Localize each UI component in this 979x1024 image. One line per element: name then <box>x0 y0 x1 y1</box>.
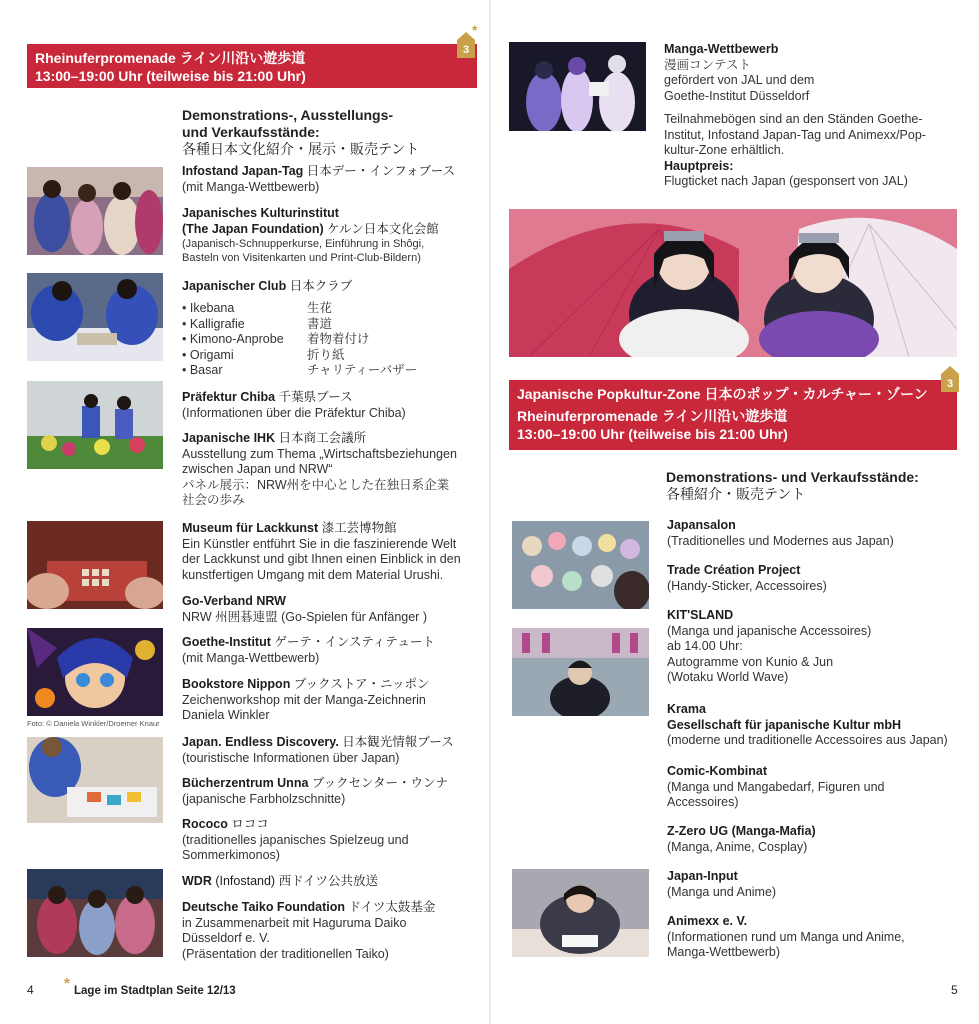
photo-japansalon <box>512 521 649 609</box>
photo-japanischer-club <box>27 273 163 361</box>
entry-trade-creation <box>667 563 967 594</box>
section-heading <box>182 107 482 158</box>
list-item <box>182 348 482 364</box>
asterisk-icon: * <box>472 22 478 38</box>
entry-desc-2: Accessoires) <box>667 795 739 809</box>
section-line-1: Demonstrations- und Verkaufsstände: <box>666 469 919 485</box>
entry-desc: Ein Künstler entführt Sie in die faszinierende Welt <box>182 536 457 551</box>
entry-title-de: Japan. Endless Discovery. <box>182 735 339 749</box>
manga-line-2: gefördert von JAL und dem <box>664 73 815 87</box>
entry-desc: (Manga und japanische Accessoires) <box>667 623 872 638</box>
entry-title <box>182 776 448 790</box>
entry-title-de: Japanische IHK <box>182 431 276 445</box>
photo-praefektur-chiba <box>27 381 163 469</box>
entry-desc: (Manga, Anime, Cosplay) <box>667 839 808 854</box>
photo-kitsland <box>512 628 649 716</box>
entry-title-jp: ケルン日本文化会館 <box>327 221 439 236</box>
photo-lackkunst <box>27 521 163 609</box>
entry-title-de: Goethe-Institut <box>182 635 271 649</box>
entry-title <box>182 874 378 888</box>
entry-desc: (mit Manga-Wettbewerb) <box>182 179 320 194</box>
right-page <box>490 0 979 1024</box>
list-item <box>182 363 482 379</box>
list-item-de: • Origami <box>182 347 234 362</box>
section-line-1: Demonstrations-, Ausstellungs- <box>182 107 394 123</box>
manga-paragraph-1: Teilnahmebögen sind an den Ständen Goethe- <box>664 112 923 126</box>
photo-japan-input <box>512 869 649 957</box>
entry-desc-2: zwischen Japan und NRW“ <box>182 462 333 476</box>
entry-title-jp: ドイツ太鼓基金 <box>348 900 436 914</box>
entry-comic-kombinat <box>667 764 967 811</box>
entry-desc: (Manga und Anime) <box>667 884 777 899</box>
location-banner-right <box>509 380 957 450</box>
entry-title-de: Japan-Input <box>667 869 738 883</box>
banner-zone: Japanische Popkultur-Zone 日本のポップ・カルチャー・ゾーン <box>517 386 928 402</box>
photo-endless-discovery <box>27 737 163 823</box>
entry-title-de: Rococo <box>182 817 228 831</box>
entry-title-de: Trade Création Project <box>667 563 801 577</box>
manga-title: Manga-Wettbewerb <box>664 42 779 56</box>
entry-desc-2: der Lackkunst und gibt Ihnen einen Einblick in den <box>182 552 461 566</box>
entry-title-de: Krama <box>667 702 706 716</box>
entry-title <box>182 279 352 293</box>
entry-japan-input <box>667 869 967 900</box>
page-number-left: 4 <box>27 983 34 997</box>
entry-desc-4: 社会の歩み <box>182 493 245 507</box>
entry-title-de: KIT'SLAND <box>667 608 734 622</box>
list-item-de: • Kalligrafie <box>182 316 245 331</box>
entry-praefektur-chiba <box>182 390 482 421</box>
list-item <box>182 301 482 317</box>
entry-desc: Ausstellung zum Thema „Wirtschaftsbeziehungen <box>182 446 457 461</box>
entry-go-verband <box>182 594 482 625</box>
entry-desc: NRW 州囲碁連盟 (Go-Spielen für Anfänger ) <box>182 609 427 624</box>
manga-contest-block <box>664 42 964 190</box>
entry-title-jp: 日本クラブ <box>289 279 353 293</box>
entry-desc: Zeichenworkshop mit der Manga-Zeichnerin <box>182 692 426 707</box>
entry-title-jp: 日本デー・インフォブース <box>306 164 456 178</box>
section-heading <box>666 469 966 503</box>
entry-desc-2: Manga-Wettbewerb) <box>667 945 781 959</box>
entry-title-de: Animexx e. V. <box>667 914 748 928</box>
entry-japanische-ihk <box>182 431 482 509</box>
entry-japanischer-club <box>182 279 482 295</box>
entry-rococo <box>182 817 482 864</box>
entry-title-de: Japansalon <box>667 518 736 532</box>
banner-time: 13:00–19:00 Uhr (teilweise bis 21:00 Uhr) <box>517 426 788 442</box>
entry-kitsland <box>667 608 967 686</box>
list-item <box>182 332 482 348</box>
entry-title-jp: 日本観光情報ブース <box>342 735 454 749</box>
entry-desc-3: kunstfertigen Umgang mit dem Material Urushi. <box>182 567 444 582</box>
entry-title-de: Japanisches Kulturinstitut <box>182 206 339 220</box>
entry-title-jp: ブックストア・ニッポン <box>293 677 430 691</box>
banner-location: Rheinuferpromenade ライン川沿い遊歩道 <box>517 408 788 424</box>
entry-title-jp: 千葉県ブース <box>278 390 353 404</box>
list-item <box>182 317 482 333</box>
entry-desc-2: Düsseldorf e. V. <box>182 931 270 945</box>
entry-infostand <box>182 164 482 195</box>
list-item-de: • Kimono-Anprobe <box>182 332 284 346</box>
location-banner-left <box>27 44 477 88</box>
entry-desc-3: (Präsentation der traditionellen Taiko) <box>182 946 389 961</box>
entry-title <box>182 677 429 691</box>
manga-paragraph-2: Institut, Infostand Japan-Tag und Animexx/Pop- <box>664 127 926 142</box>
entry-desc-3: パネル展示：NRW州を中心とした在独日系企業 <box>182 477 450 492</box>
entry-wdr <box>182 874 482 890</box>
entry-desc-2: ab 14.00 Uhr: <box>667 639 743 653</box>
section-line-2: 各種紹介・販売テント <box>666 486 806 502</box>
entry-desc-4: (Wotaku World Wave) <box>667 670 789 684</box>
entry-krama <box>667 702 967 749</box>
entry-title <box>182 431 366 445</box>
entry-desc: in Zusammenarbeit mit Haguruma Daiko <box>182 915 407 930</box>
entry-taiko-foundation <box>182 900 482 962</box>
entry-animexx <box>667 914 967 961</box>
entry-desc: (moderne und traditionelle Accessoires aus Japan) <box>667 733 948 747</box>
entry-title <box>182 164 455 178</box>
footer-map-reference <box>64 975 236 997</box>
entry-title <box>182 390 353 404</box>
entry-desc: (mit Manga-Wettbewerb) <box>182 650 320 665</box>
entry-title <box>182 900 435 914</box>
entry-desc: (traditionelles japanisches Spielzeug und <box>182 832 409 847</box>
entry-desc: (touristische Informationen über Japan) <box>182 750 400 765</box>
entry-title-de: Museum für Lackkunst <box>182 521 319 535</box>
entry-desc-2: Sommerkimonos) <box>182 848 280 862</box>
entry-title-de: Präfektur Chiba <box>182 390 276 404</box>
entry-desc: (Handy-Sticker, Accessoires) <box>667 578 827 593</box>
manga-line-1: 漫画コンテスト <box>664 57 752 72</box>
club-activity-list <box>182 301 482 379</box>
entry-title-jp: ロココ <box>231 817 269 831</box>
photo-taiko <box>27 869 163 957</box>
page-number-right: 5 <box>951 983 958 997</box>
list-item-jp: 生花 <box>307 301 333 315</box>
asterisk-icon: * <box>64 975 70 992</box>
entry-kulturinstitut <box>182 206 482 265</box>
entry-title-jp: 漆工芸博物館 <box>321 521 397 535</box>
entry-desc: (japanische Farbholzschnitte) <box>182 791 346 806</box>
section-line-2: und Verkaufsstände: <box>182 124 320 140</box>
entry-title <box>182 521 397 535</box>
footer-text: Lage im Stadtplan Seite 12/13 <box>74 985 236 997</box>
entry-title <box>182 817 269 831</box>
list-item-jp: 着物着付け <box>307 332 370 346</box>
map-marker-badge: 3 <box>941 374 959 392</box>
photo-cosplay-umbrellas <box>509 209 957 357</box>
entry-title-de: Infostand Japan-Tag <box>182 164 304 178</box>
list-item-de: • Ikebana <box>182 301 235 315</box>
entry-z-zero <box>667 824 967 855</box>
entry-title-de: Bücherzentrum Unna <box>182 776 309 790</box>
prize-label: Hauptpreis: <box>664 158 734 173</box>
entry-title <box>182 222 439 236</box>
entry-desc-2: Daniela Winkler <box>182 708 270 722</box>
entry-desc: (Manga und Mangabedarf, Figuren und <box>667 779 885 794</box>
entry-title-de-2: (The Japan Foundation) <box>182 221 324 236</box>
entry-title-jp: ブックセンター・ウンナ <box>311 776 449 790</box>
entry-title <box>182 635 435 649</box>
entry-bookstore-nippon <box>182 677 482 724</box>
photo-credit: Foto: © Daniela Winkler/Droemer Knaur <box>27 719 160 728</box>
entry-title-de-2: Gesellschaft für japanische Kultur mbH <box>667 717 902 732</box>
entry-desc: (Informationen über die Präfektur Chiba) <box>182 405 406 420</box>
entry-japansalon <box>667 518 967 549</box>
entry-title-jp: ゲーテ・インスティテュート <box>274 635 435 649</box>
list-item-jp: 折り紙 <box>307 347 345 362</box>
list-item-jp: チャリティーバザー <box>307 363 418 377</box>
entry-title-de: Comic-Kombinat <box>667 764 767 778</box>
entry-goethe-institut <box>182 635 482 666</box>
banner-location: Rheinuferpromenade ライン川沿い遊歩道 <box>35 50 306 66</box>
entry-buecherzentrum <box>182 776 482 807</box>
entry-museum-lackkunst <box>182 521 482 583</box>
entry-desc-3: Autogramme von Kunio & Jun <box>667 654 834 669</box>
section-line-3: 各種日本文化紹介・展示・販売テント <box>182 141 420 157</box>
list-item-jp: 書道 <box>307 316 333 331</box>
photo-manga-illustration <box>27 628 163 716</box>
entry-title <box>182 735 454 749</box>
banner-time: 13:00–19:00 Uhr (teilweise bis 21:00 Uhr) <box>35 68 306 84</box>
entry-title-de: Z-Zero UG (Manga-Mafia) <box>667 824 816 838</box>
manga-paragraph-3: kultur-Zone erhältlich. <box>664 143 785 157</box>
entry-title-jp: (Infostand) 西ドイツ公共放送 <box>215 874 378 888</box>
photo-infostand <box>27 167 163 255</box>
entry-desc-2: Basteln von Visitenkarten und Print-Club-Bildern) <box>182 252 421 264</box>
prize-text: Flugticket nach Japan (gesponsert von JAL) <box>664 174 908 188</box>
entry-desc: (Japanisch-Schnupperkurse, Einführung in Shôgi, <box>182 238 425 250</box>
map-marker-badge: 3 <box>457 40 475 58</box>
list-item-de: • Basar <box>182 363 223 377</box>
entry-title-de: WDR <box>182 874 212 888</box>
entry-title-de: Bookstore Nippon <box>182 677 291 691</box>
photo-manga-wettbewerb <box>509 42 646 131</box>
entry-desc: (Traditionelles und Modernes aus Japan) <box>667 533 894 548</box>
entry-title-de: Japanischer Club <box>182 279 287 293</box>
entry-endless-discovery <box>182 735 482 766</box>
entry-title-de: Deutsche Taiko Foundation <box>182 900 345 914</box>
entry-desc: (Informationen rund um Manga und Anime, <box>667 929 905 944</box>
entry-title-de: Go-Verband NRW <box>182 594 286 608</box>
entry-title-jp: 日本商工会議所 <box>278 431 367 445</box>
manga-line-3: Goethe-Institut Düsseldorf <box>664 88 810 103</box>
